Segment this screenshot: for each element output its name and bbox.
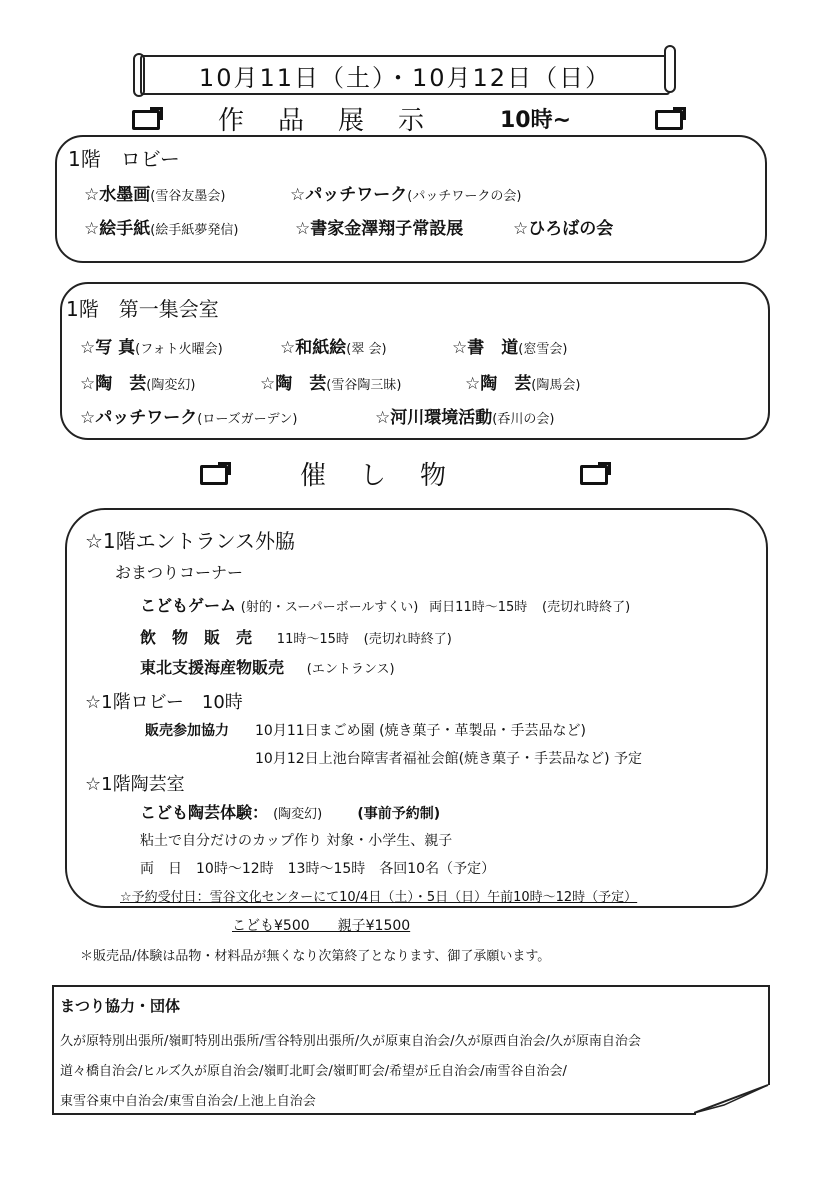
folded-corner-icon (694, 1083, 770, 1115)
event-dates: 10月11日（土）・10月12日（日） (198, 63, 612, 92)
sales-line-1: 10月11日まごめ園 (焼き菓子・革製品・手芸品など) (255, 723, 587, 739)
festival-corner: おまつりコーナー (115, 563, 244, 582)
cooperation-line: 道々橋自治会/ヒルズ久が原自治会/嶺町北町会/嶺町町会/希望が丘自治会/南雪谷自治会/ (60, 1064, 567, 1079)
square-bullet-icon (655, 110, 683, 130)
exhibit-item: ☆陶 芸(陶馬会) (465, 374, 581, 394)
pottery-booking: ☆予約受付日：雪谷文化センターにて10/4日（土）・5日（日）午前10時～12時（予定） (120, 890, 638, 905)
cooperation-heading: まつり協力・団体 (60, 997, 181, 1015)
sales-line-2: 10月12日上池台障害者福祉会館(焼き菓子・手芸品など) 予定 (255, 751, 643, 767)
entrance-heading: ☆1階エントランス外脇 (85, 529, 296, 553)
exhibit-item: ☆書 道(窓雪会) (452, 338, 568, 358)
exhibit-item: ☆河川環境活動(呑川の会) (375, 408, 555, 428)
scroll-right-curl (664, 45, 676, 93)
square-bullet-icon (580, 465, 608, 485)
exhibit-item: ☆ひろばの会 (513, 219, 614, 239)
exhibit-item: ☆パッチワーク(パッチワークの会) (290, 185, 522, 205)
sales-note: ＊販売品/体験は品物・材料品が無くなり次第終了となります、御了承願います。 (80, 949, 551, 964)
pottery-schedule: 両 日 10時～12時 13時～15時 各回10名（予定） (140, 861, 496, 877)
lobby-event-heading: ☆1階ロビー 10時 (85, 692, 243, 713)
exhibit-item: ☆パッチワーク(ローズガーデン) (80, 408, 298, 428)
exhibit-item: ☆書家金澤翔子常設展 (295, 219, 464, 239)
exhibit-item: ☆写 真(フォト火曜会) (80, 338, 223, 358)
pottery-desc: 粘土で自分だけのカップ作り 対象・小学生、親子 (140, 833, 453, 849)
cooperation-line: 久が原特別出張所/嶺町特別出張所/雪谷特別出張所/久が原東自治会/久が原西自治会/久が原南自治会 (60, 1034, 641, 1049)
date-banner (140, 55, 670, 95)
exhibit-time: 10時~ (500, 108, 572, 133)
pottery-price: こども¥500 親子¥1500 (232, 918, 411, 934)
exhibit-item: ☆絵手紙(絵手紙夢発信) (84, 219, 239, 239)
hall-heading: 1階 第一集会室 (66, 297, 219, 321)
exhibit-item: ☆陶 芸(陶変幻) (80, 374, 196, 394)
exhibit-title: 作品展示 (218, 106, 459, 136)
exhibit-item: ☆水墨画(雪谷友墨会) (84, 185, 226, 205)
cooperation-line: 東雪谷東中自治会/東雪自治会/上池上自治会 (60, 1094, 316, 1109)
exhibit-item: ☆和紙絵(翠 会) (280, 338, 387, 358)
pottery-title-row: こども陶芸体験： (陶変幻) (事前予約制) (140, 803, 441, 822)
tohoku-sales-row: 東北支援海産物販売 (エントランス) (140, 658, 395, 677)
square-bullet-icon (200, 465, 228, 485)
events-title: 催し物 (300, 461, 481, 491)
square-bullet-icon (132, 110, 160, 130)
drink-sales-row: 飲 物 販 売 11時～15時 (売切れ時終了) (140, 628, 452, 647)
sales-coop-label: 販売参加協力 (145, 723, 229, 739)
kids-game-row: こどもゲーム (射的・スーパーボールすくい) 両日11時～15時 (売切れ時終了) (140, 596, 631, 615)
pottery-heading: ☆1階陶芸室 (85, 774, 185, 795)
lobby-heading: 1階 ロビー (68, 147, 180, 171)
exhibit-item: ☆陶 芸(雪谷陶三昧) (260, 374, 402, 394)
